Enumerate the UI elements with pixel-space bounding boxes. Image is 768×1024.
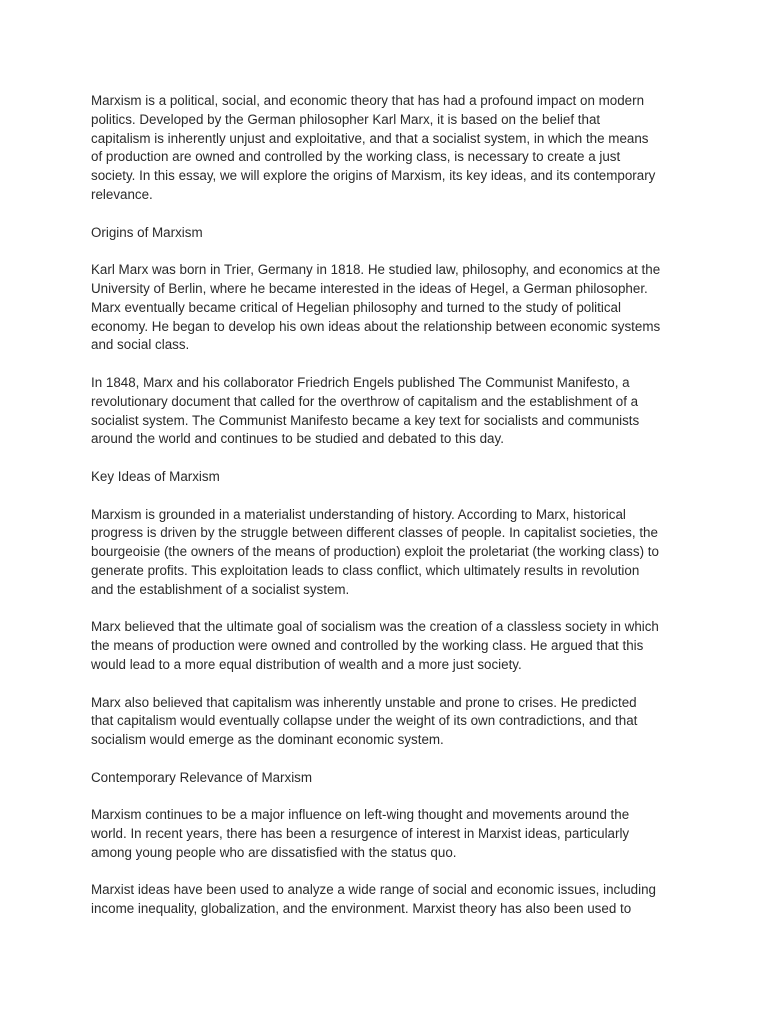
body-paragraph <box>91 261 691 355</box>
paragraph-line: Marxism continues to be a major influence on left-wing thought and movements around the <box>91 807 630 823</box>
paragraph-line: and social class. <box>91 337 190 353</box>
paragraph-line: Marx believed that the ultimate goal of socialism was the creation of a classless society in which <box>91 619 659 635</box>
paragraph-line: revolutionary document that called for the overthrow of capitalism and the establishment of a <box>91 393 639 409</box>
paragraph-line: around the world and continues to be studied and debated to this day. <box>91 431 504 447</box>
paragraph-line: capitalism is inherently unjust and exploitative, and that a socialist system, in which the means <box>91 130 649 146</box>
paragraph-line: Marxist ideas have been used to analyze a wide range of social and economic issues, including <box>91 882 656 898</box>
body-paragraph <box>91 374 691 449</box>
paragraph-line: society. In this essay, we will explore the origins of Marxism, its key ideas, and its contemporary <box>91 168 656 184</box>
paragraph-line: relevance. <box>91 186 153 202</box>
paragraph-line: generate profits. This exploitation leads to class conflict, which ultimately results in revolution <box>91 562 640 578</box>
paragraph-line: that capitalism would eventually collapse under the weight of its own contradictions, and that <box>91 713 638 729</box>
paragraph-line: the means of production were owned and controlled by the working class. He argued that this <box>91 638 644 654</box>
paragraph-line: progress is driven by the struggle between different classes of people. In capitalist societies, the <box>91 525 658 541</box>
section-heading <box>91 468 691 487</box>
section-heading <box>91 224 691 243</box>
paragraph-line: socialist system. The Communist Manifesto became a key text for socialists and communists <box>91 412 640 428</box>
paragraph-line: In 1848, Marx and his collaborator Friedrich Engels published The Communist Manifesto, a <box>91 374 630 390</box>
heading-text: Key Ideas of Marxism <box>91 468 220 484</box>
paragraph-line: bourgeoisie (the owners of the means of production) exploit the proletariat (the working class) to <box>91 544 659 560</box>
body-paragraph <box>91 618 691 674</box>
section-heading <box>91 769 691 788</box>
paragraph-line: socialism would emerge as the dominant economic system. <box>91 732 444 748</box>
paragraph-line: University of Berlin, where he became interested in the ideas of Hegel, a German philosopher. <box>91 280 648 296</box>
paragraph-line: politics. Developed by the German philosopher Karl Marx, it is based on the belief that <box>91 111 601 127</box>
paragraph-line: of production are owned and controlled by the working class, is necessary to create a just <box>91 149 621 165</box>
paragraph-line: Karl Marx was born in Trier, Germany in 1818. He studied law, philosophy, and economics at the <box>91 262 661 278</box>
body-paragraph <box>91 881 691 919</box>
paragraph-line: Marxism is grounded in a materialist understanding of history. According to Marx, historical <box>91 506 626 522</box>
heading-text: Origins of Marxism <box>91 224 203 240</box>
paragraph-line: and the establishment of a socialist system. <box>91 581 350 597</box>
heading-text: Contemporary Relevance of Marxism <box>91 769 313 785</box>
paragraph-line: would lead to a more equal distribution of wealth and a more just society. <box>91 656 522 672</box>
paragraph-line: Marxism is a political, social, and economic theory that has had a profound impact on modern <box>91 93 645 108</box>
paragraph-line: Marx eventually became critical of Hegelian philosophy and turned to the study of political <box>91 299 621 315</box>
body-paragraph <box>91 506 691 600</box>
body-paragraph <box>91 694 691 750</box>
paragraph-line: Marx also believed that capitalism was inherently unstable and prone to crises. He predicted <box>91 694 637 710</box>
paragraph-line: among young people who are dissatisfied with the status quo. <box>91 844 457 860</box>
paragraph-line: world. In recent years, there has been a resurgence of interest in Marxist ideas, particularly <box>91 826 630 842</box>
document-body <box>91 92 691 938</box>
body-paragraph <box>91 92 691 205</box>
paragraph-line: income inequality, globalization, and the environment. Marxist theory has also been used to <box>91 901 632 917</box>
body-paragraph <box>91 806 691 862</box>
paragraph-line: economy. He began to develop his own ideas about the relationship between economic systems <box>91 318 661 334</box>
